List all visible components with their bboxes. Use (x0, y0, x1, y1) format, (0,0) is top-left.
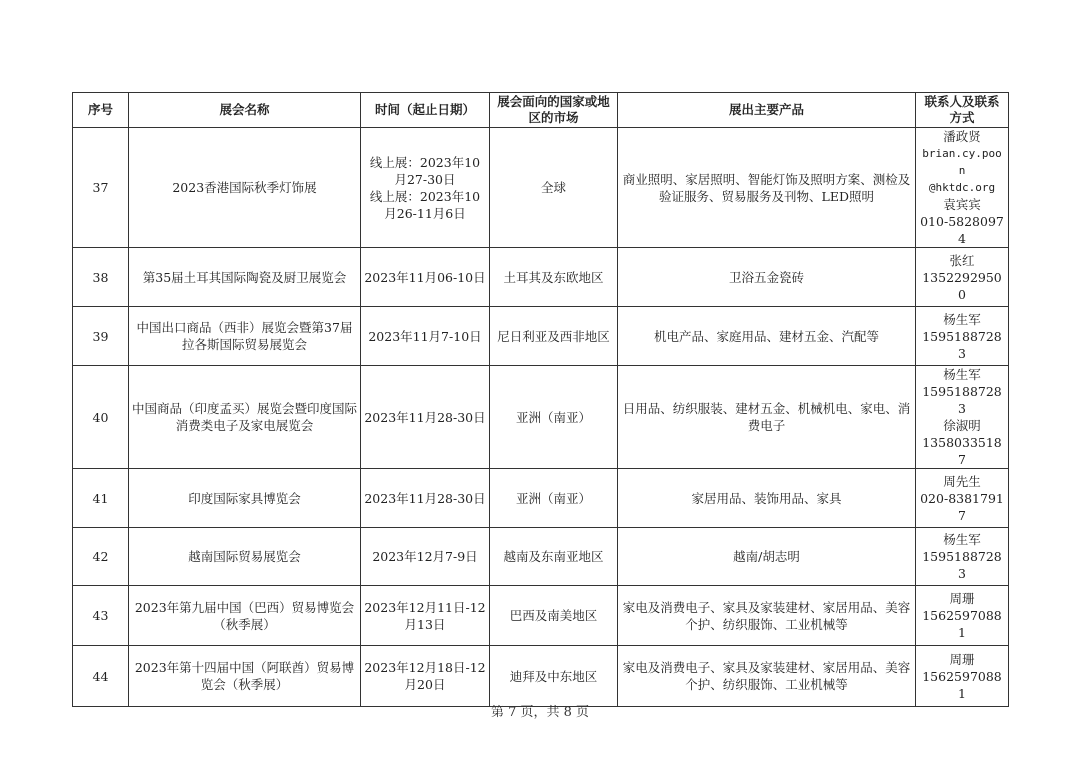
cell-name: 2023年第九届中国（巴西）贸易博览会（秋季展） (129, 586, 361, 646)
cell-products: 家电及消费电子、家具及家装建材、家居用品、美容个护、纺织服饰、工业机械等 (618, 586, 916, 646)
time-line: 月26-11月6日 (384, 205, 466, 221)
table-row (73, 366, 1009, 469)
cell-products: 商业照明、家居照明、智能灯饰及照明方案、测检及验证服务、贸易服务及刊物、LED照明 (618, 128, 916, 248)
cell-products: 家居用品、装饰用品、家具 (618, 469, 916, 528)
cell-market: 亚洲（南亚） (490, 366, 618, 469)
contact-name: 潘政贤 (943, 129, 981, 144)
cell-products: 日用品、纺织服装、建材五金、机械机电、家电、消费电子 (618, 366, 916, 469)
contact-name: 张红 (949, 252, 975, 268)
contact-phone: 15951887283 (922, 549, 1002, 581)
cell-contact (916, 248, 1009, 307)
cell-no: 40 (73, 366, 129, 469)
contact-email: brian.cy.poon (922, 147, 1002, 177)
time-line: 月27-30日 (394, 171, 456, 187)
cell-name: 2023香港国际秋季灯饰展 (129, 128, 361, 248)
contact-name: 杨生军 (943, 311, 981, 327)
contact-phone: 15625970881 (922, 608, 1002, 640)
cell-contact (916, 586, 1009, 646)
contact-phone: 15951887283 (922, 328, 1002, 361)
contact-email: @hktdc.org (928, 181, 996, 194)
cell-no: 39 (73, 307, 129, 366)
cell-time: 2023年11月7-10日 (361, 307, 490, 366)
contact-name: 徐淑明 (943, 418, 981, 433)
cell-time: 2023年12月18日-12月20日 (361, 646, 490, 707)
header-name: 展会名称 (129, 93, 361, 128)
table-row (73, 586, 1009, 646)
contact-phone: 010-58280974 (920, 214, 1004, 246)
contact-name: 周珊 (949, 591, 975, 606)
table-row (73, 248, 1009, 307)
table-row (73, 128, 1009, 248)
cell-contact (916, 646, 1009, 707)
contact-name: 周先生 (943, 473, 981, 489)
cell-contact (916, 307, 1009, 366)
cell-time: 2023年12月11日-12月13日 (361, 586, 490, 646)
cell-name: 越南国际贸易展览会 (129, 528, 361, 586)
cell-market: 土耳其及东欧地区 (490, 248, 618, 307)
cell-no: 44 (73, 646, 129, 707)
contact-phone: 13580335187 (922, 435, 1002, 467)
cell-contact (916, 469, 1009, 528)
cell-name: 印度国际家具博览会 (129, 469, 361, 528)
contact-phone: 020-83817917 (920, 490, 1004, 523)
table-row (73, 528, 1009, 586)
cell-no: 43 (73, 586, 129, 646)
cell-no: 42 (73, 528, 129, 586)
time-line: 线上展：2023年10 (369, 188, 481, 204)
cell-name: 中国商品（印度孟买）展览会暨印度国际消费类电子及家电展览会 (129, 366, 361, 469)
contact-name: 杨生军 (943, 532, 981, 547)
cell-market: 尼日利亚及西非地区 (490, 307, 618, 366)
cell-market: 全球 (490, 128, 618, 248)
header-no: 序号 (73, 93, 129, 128)
cell-time: 2023年12月7-9日 (361, 528, 490, 586)
table-row (73, 646, 1009, 707)
page-number: 第 7 页，共 8 页 (490, 705, 590, 720)
cell-no: 37 (73, 128, 129, 248)
cell-name: 第35届土耳其国际陶瓷及厨卫展览会 (129, 248, 361, 307)
exhibition-table (72, 92, 1009, 707)
contact-name: 袁宾宾 (943, 197, 981, 212)
contact-phone: 15951887283 (922, 384, 1002, 416)
cell-contact (916, 128, 1009, 248)
cell-time (361, 128, 490, 248)
time-line: 线上展：2023年10 (369, 154, 481, 170)
header-time: 时间（起止日期） (361, 93, 490, 128)
contact-phone: 15625970881 (922, 668, 1002, 701)
cell-no: 41 (73, 469, 129, 528)
cell-products: 机电产品、家庭用品、建材五金、汽配等 (618, 307, 916, 366)
cell-time: 2023年11月06-10日 (361, 248, 490, 307)
contact-name: 杨生军 (943, 367, 981, 382)
cell-no: 38 (73, 248, 129, 307)
cell-market: 巴西及南美地区 (490, 586, 618, 646)
cell-time: 2023年11月28-30日 (361, 469, 490, 528)
cell-name: 中国出口商品（西非）展览会暨第37届拉各斯国际贸易展览会 (129, 307, 361, 366)
cell-contact (916, 366, 1009, 469)
cell-market: 越南及东南亚地区 (490, 528, 618, 586)
cell-contact (916, 528, 1009, 586)
cell-name: 2023年第十四届中国（阿联酋）贸易博览会（秋季展） (129, 646, 361, 707)
cell-products: 越南/胡志明 (618, 528, 916, 586)
table-row (73, 469, 1009, 528)
table-header-row (73, 93, 1009, 128)
table-row (73, 307, 1009, 366)
contact-phone: 13522929500 (922, 269, 1002, 302)
cell-market: 亚洲（南亚） (490, 469, 618, 528)
cell-products: 卫浴五金瓷砖 (618, 248, 916, 307)
cell-market: 迪拜及中东地区 (490, 646, 618, 707)
cell-time: 2023年11月28-30日 (361, 366, 490, 469)
cell-products: 家电及消费电子、家具及家装建材、家居用品、美容个护、纺织服饰、工业机械等 (618, 646, 916, 707)
header-market: 展会面向的国家或地区的市场 (490, 93, 618, 128)
header-contact: 联系人及联系方式 (916, 93, 1009, 128)
header-products: 展出主要产品 (618, 93, 916, 128)
contact-name: 周珊 (949, 651, 975, 667)
